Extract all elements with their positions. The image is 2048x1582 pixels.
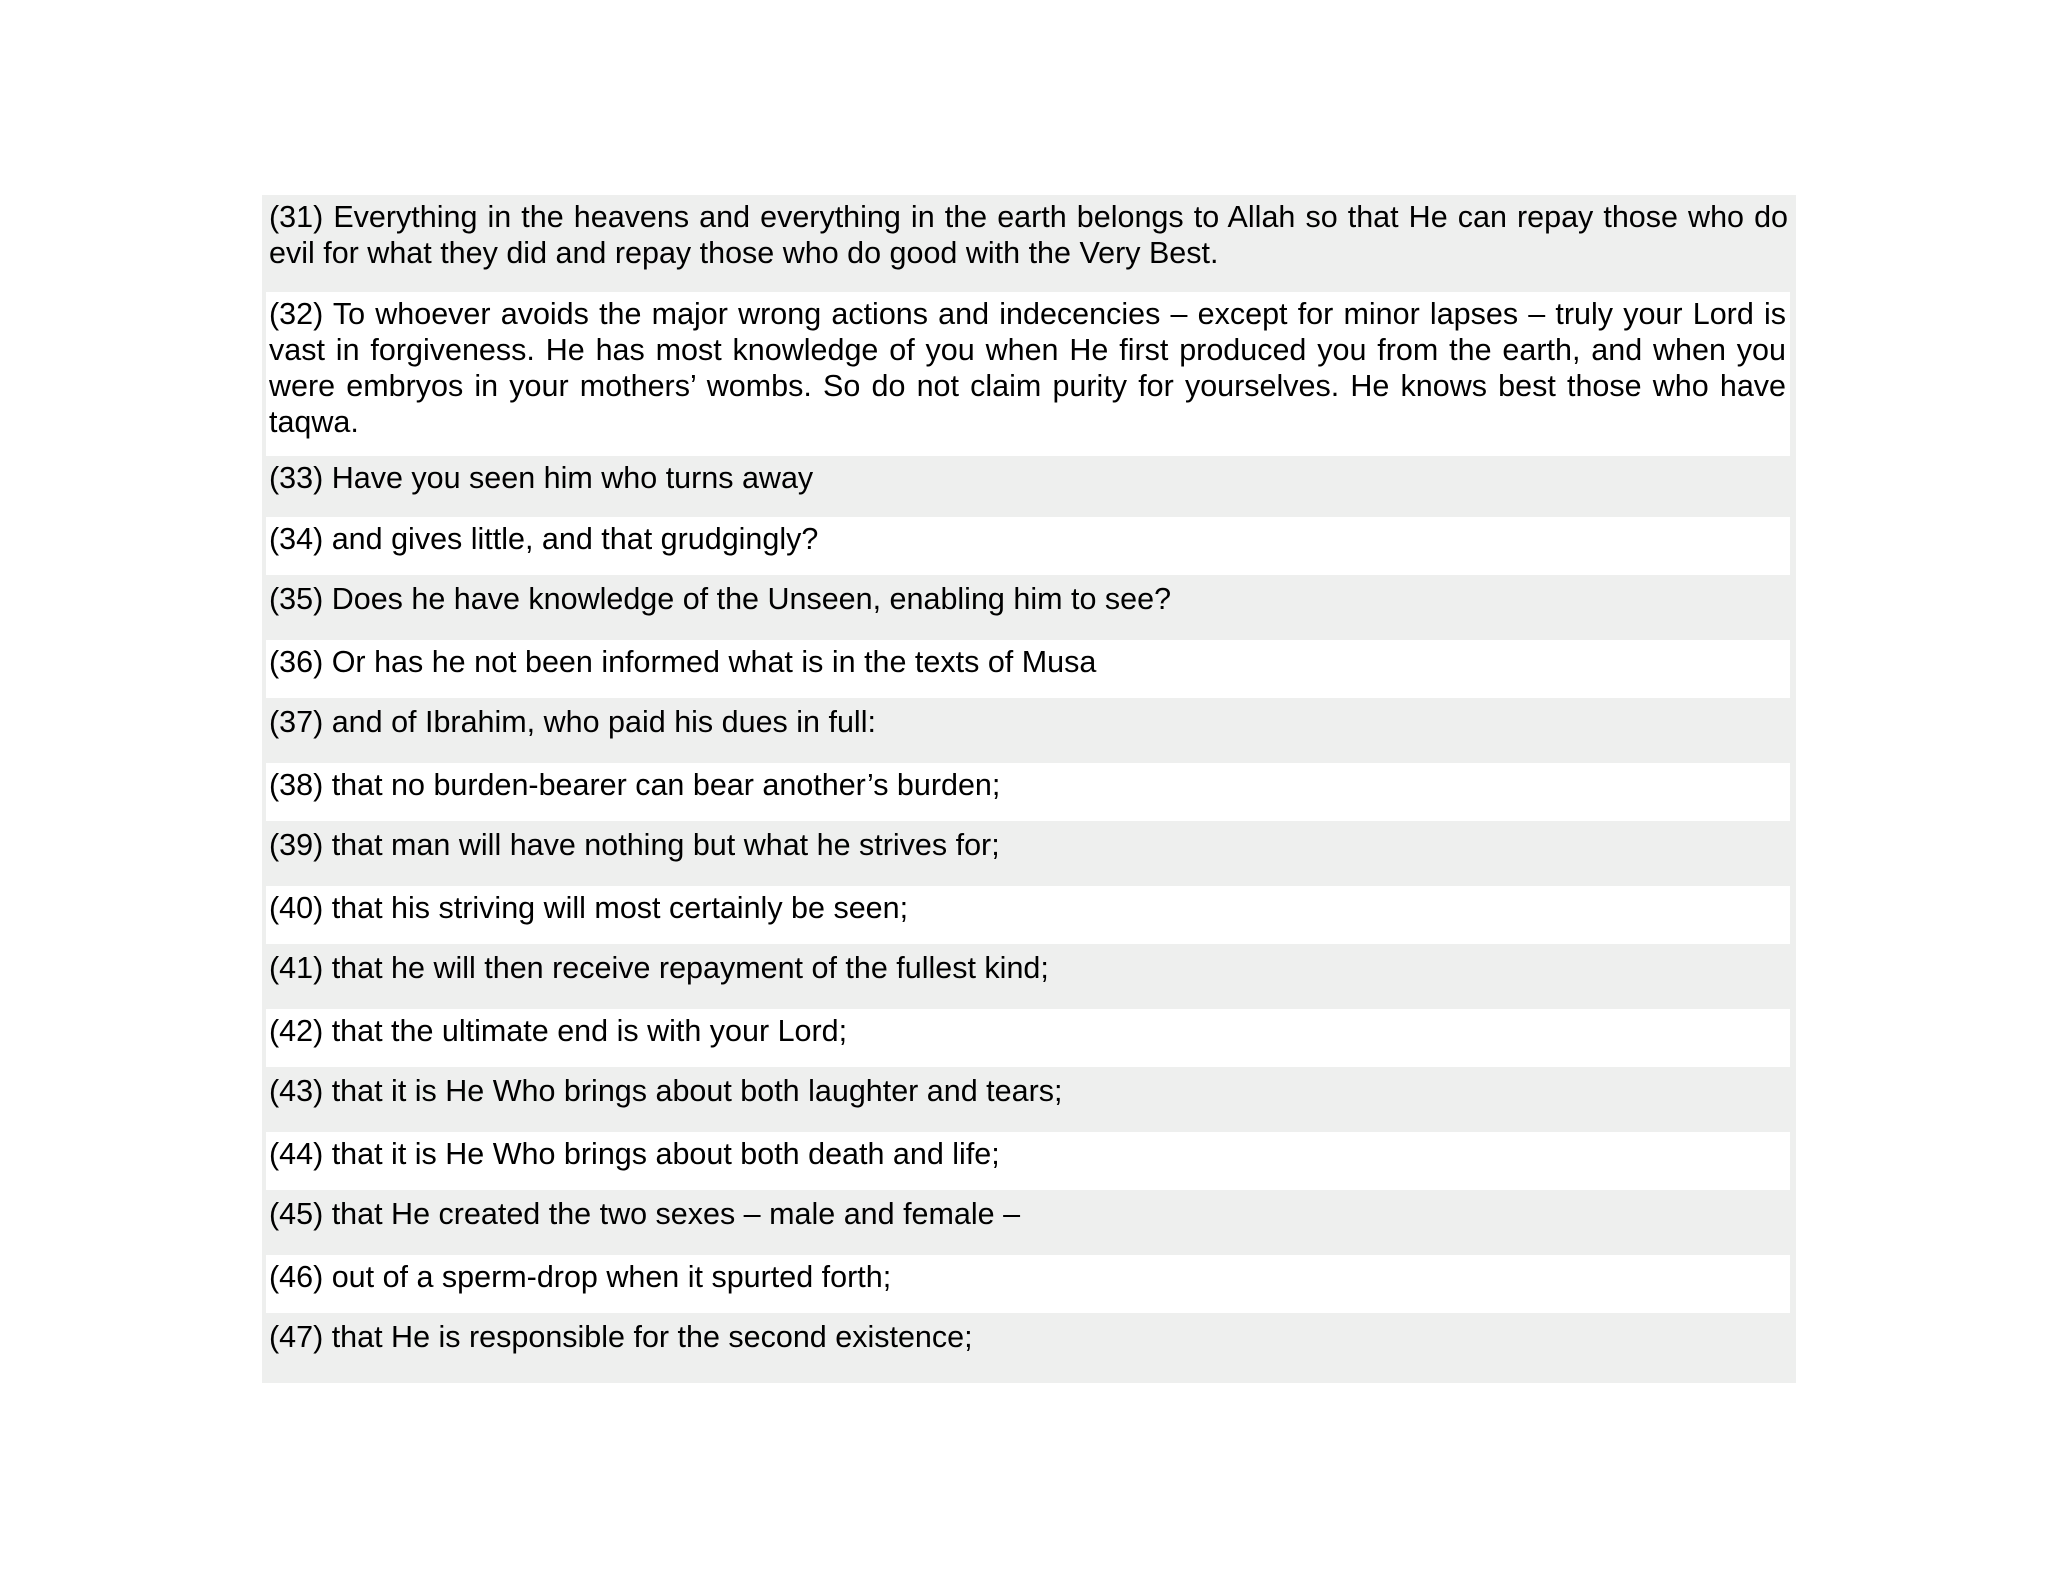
verse-row-33 — [262, 456, 1796, 517]
verse-text-47: (47) that He is responsible for the second existence; — [269, 1320, 973, 1354]
verse-text-36: (36) Or has he not been informed what is in the texts of Musa — [269, 645, 1097, 679]
verse-row-32 — [266, 292, 1790, 456]
verse-row-40 — [266, 886, 1790, 944]
verse-text-31: (31) Everything in the heavens and everything in the earth belongs to Allah so that He can repay those who do evil for what they did and repay those who do good with the Very Best. — [269, 200, 1788, 270]
verse-row-43 — [262, 1067, 1796, 1132]
verse-row-39 — [262, 821, 1796, 886]
verse-row-37 — [262, 698, 1796, 763]
verse-row-41 — [262, 944, 1796, 1009]
verse-row-44 — [266, 1132, 1790, 1190]
verse-text-37: (37) and of Ibrahim, who paid his dues in full: — [269, 705, 876, 739]
verse-text-43: (43) that it is He Who brings about both laughter and tears; — [269, 1074, 1063, 1108]
verse-table — [262, 195, 1796, 1383]
verse-text-41: (41) that he will then receive repayment of the fullest kind; — [269, 951, 1049, 985]
verse-text-40: (40) that his striving will most certainly be seen; — [269, 891, 909, 925]
verse-row-38 — [266, 763, 1790, 821]
verse-row-45 — [262, 1190, 1796, 1255]
verse-text-45: (45) that He created the two sexes – male and female – — [269, 1197, 1021, 1231]
verse-row-35 — [262, 575, 1796, 640]
verse-row-36 — [266, 640, 1790, 698]
verse-text-44: (44) that it is He Who brings about both death and life; — [269, 1137, 1000, 1171]
verse-text-38: (38) that no burden-bearer can bear another’s burden; — [269, 768, 1001, 802]
verse-text-42: (42) that the ultimate end is with your Lord; — [269, 1014, 848, 1048]
verse-row-46 — [266, 1255, 1790, 1313]
verse-row-42 — [266, 1009, 1790, 1067]
verse-row-34 — [266, 517, 1790, 575]
verse-text-33: (33) Have you seen him who turns away — [269, 461, 814, 495]
verse-text-39: (39) that man will have nothing but what he strives for; — [269, 828, 1000, 862]
verse-text-32: (32) To whoever avoids the major wrong actions and indecencies – except for minor lapses – truly your Lord is vast in forgiveness. He has most knowledge of you when He first produced you from the earth, and when you were embryos in your mothers’ wombs. So do not claim purity for yourselves. He knows best those who have taqwa. — [269, 297, 1786, 439]
verse-text-35: (35) Does he have knowledge of the Unseen, enabling him to see? — [269, 582, 1172, 616]
verse-text-46: (46) out of a sperm-drop when it spurted forth; — [269, 1260, 892, 1294]
verse-row-47 — [262, 1313, 1796, 1383]
verse-row-31 — [262, 195, 1796, 292]
verse-text-34: (34) and gives little, and that grudgingly? — [269, 522, 819, 556]
